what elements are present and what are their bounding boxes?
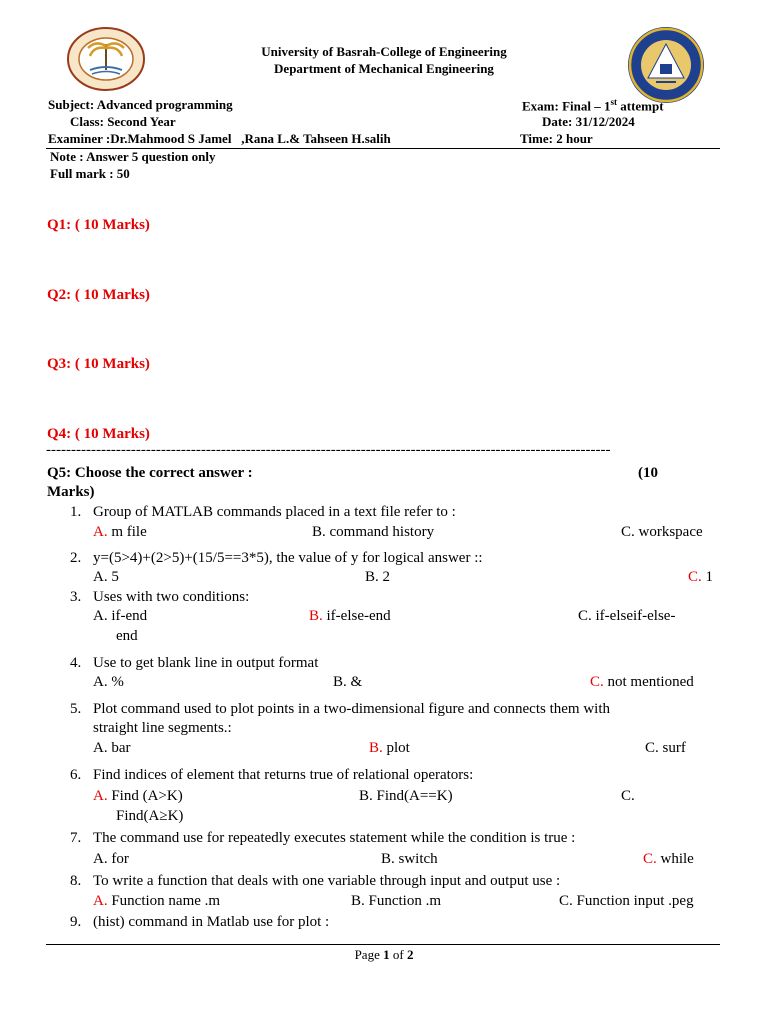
q5-marks: (10 [638, 465, 658, 481]
item-question: Uses with two conditions: [93, 589, 250, 605]
option-b: B. & [333, 674, 363, 690]
item-question: y=(5>4)+(2>5)+(15/5==3*5), the value of y for logical answer :: [93, 550, 483, 566]
item-question: (hist) command in Matlab use for plot : [93, 914, 330, 930]
item-number: 1. [70, 504, 82, 520]
time-line: Time: 2 hour [520, 131, 593, 146]
class-line: Class: Second Year [70, 114, 176, 129]
item-number: 8. [70, 873, 82, 889]
item-question: Use to get blank line in output format [93, 655, 319, 671]
item-number: 6. [70, 767, 82, 783]
option-a: A. Find (A>K) [93, 788, 183, 804]
item-question: Group of MATLAB commands placed in a text file refer to : [93, 504, 456, 520]
item-number: 2. [70, 550, 82, 566]
option-a: A. 5 [93, 569, 119, 585]
full-mark-line: Full mark : 50 [50, 166, 130, 181]
page-footer: Page 1 of 2 [354, 947, 414, 962]
department-title: Department of Mechanical Engineering [274, 61, 494, 76]
q5-heading: Q5: Choose the correct answer : [47, 465, 253, 481]
option-b: B. plot [369, 740, 410, 756]
option-a: A. m file [93, 524, 147, 540]
item-number: 5. [70, 701, 82, 717]
option-b: B. if-else-end [309, 608, 391, 624]
option-c: C. Function input .peg [559, 893, 694, 909]
university-title: University of Basrah-College of Engineering [261, 44, 507, 59]
item-question: The command use for repeatedly executes statement while the condition is true : [93, 830, 576, 846]
option-c: C. surf [645, 740, 686, 756]
q5-marks-wrap: Marks) [47, 484, 95, 500]
option-b: B. Function .m [351, 893, 442, 909]
q3-heading: Q3: ( 10 Marks) [47, 356, 150, 372]
option-c: C. 1 [688, 569, 714, 585]
option-a: A. Function name .m [93, 893, 221, 909]
option-c: C. while [643, 851, 694, 867]
exam-line: Exam: Final – 1st attempt [522, 97, 664, 114]
option-a: A. % [93, 674, 124, 690]
footer-rule [46, 944, 720, 945]
item-question-wrap: straight line segments.: [93, 720, 232, 736]
item-question: Find indices of element that returns true of relational operators: [93, 767, 474, 783]
item-number: 4. [70, 655, 82, 671]
option-c-wrap: Find(A≥K) [116, 808, 184, 824]
dash-separator: ----------------------------------------------------------------------------------------------------------------- [46, 442, 611, 458]
option-b: B. switch [381, 851, 438, 867]
item-number: 9. [70, 914, 82, 930]
item-number: 3. [70, 589, 82, 605]
option-b: B. 2 [365, 569, 391, 585]
q1-heading: Q1: ( 10 Marks) [47, 217, 150, 233]
option-c: C. [621, 788, 635, 804]
note-line: Note : Answer 5 question only [50, 149, 216, 164]
examiner-line: Examiner :Dr.Mahmood S Jamel ,Rana L.& Tahseen H.salih [48, 131, 391, 146]
subject-line: Subject: Advanced programming [48, 97, 233, 112]
option-a: A. bar [93, 740, 131, 756]
option-b: B. Find(A==K) [359, 788, 453, 804]
q2-heading: Q2: ( 10 Marks) [47, 287, 150, 303]
option-c: C. if-elseif-else- [578, 608, 676, 624]
date-line: Date: 31/12/2024 [542, 114, 635, 129]
q4-heading: Q4: ( 10 Marks) [47, 426, 150, 442]
option-c: C. workspace [621, 524, 703, 540]
option-c: C. not mentioned [590, 674, 694, 690]
option-b: B. command history [312, 524, 435, 540]
option-c-wrap: end [116, 628, 138, 644]
item-question: To write a function that deals with one variable through input and output use : [93, 873, 561, 889]
item-number: 7. [70, 830, 82, 846]
item-question: Plot command used to plot points in a two-dimensional figure and connects them with [93, 701, 611, 717]
option-a: A. if-end [93, 608, 148, 624]
option-a: A. for [93, 851, 129, 867]
